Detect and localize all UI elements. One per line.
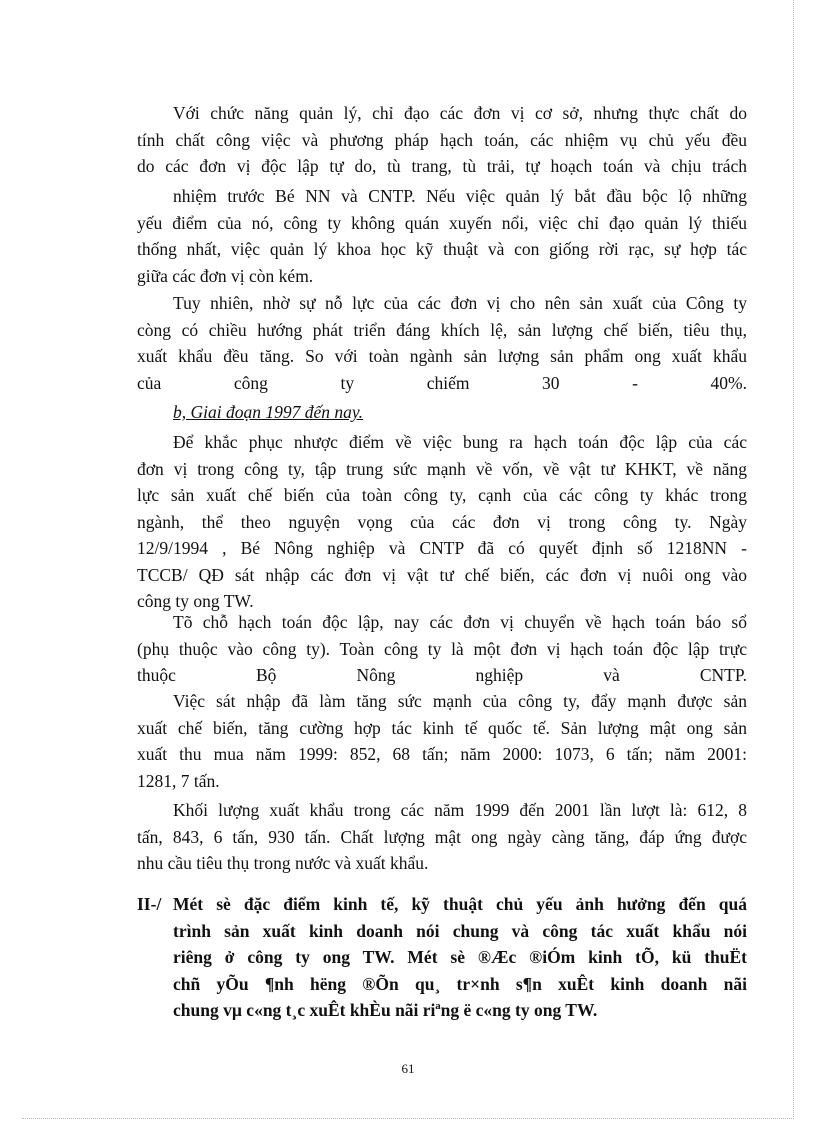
text-line: xuất chế biến, tăng cường hợp tác kinh tế quốc tế. Sản lượng mật ong sản — [137, 717, 747, 738]
paragraph-2 — [137, 183, 747, 289]
text-line: xuất thu mua năm 1999: 852, 68 tấn; năm 2000: 1073, 6 tấn; năm 2001: — [137, 744, 747, 764]
text-line: lực sản xuất chế biến của toàn công ty, cạnh của các công ty khác trong — [137, 485, 747, 505]
text-line: công ty ong TW. — [137, 591, 254, 611]
text-line: giữa các đơn vị còn kém. — [137, 265, 314, 286]
text-line: 1281, 7 tấn. — [137, 770, 220, 791]
text-line: Tuy nhiên, nhờ sự nỗ lực của các đơn vị cho nên sản xuất của Công ty — [173, 293, 747, 313]
text-line: do các đơn vị độc lập tự do, tù trang, tù trải, tự hoạch toán và chịu trách — [137, 156, 747, 176]
subheading-period: b, Giai đoạn 1997 đến nay. — [173, 402, 364, 422]
heading-line: Mét sè đặc điểm kinh tế, kỹ thuật chủ yếu ảnh hưởng đến quá — [173, 894, 747, 914]
section-heading — [173, 891, 747, 1024]
text-line: Việc sát nhập đã làm tăng sức mạnh của công ty, đẩy mạnh được sản — [173, 691, 747, 711]
heading-line: trình sản xuất kinh doanh nói chung và công tác xuất khẩu nói — [173, 920, 747, 941]
text-line: Khối lượng xuất khẩu trong các năm 1999 đến 2001 lần lượt là: 612, 8 — [173, 800, 747, 820]
page-number: 61 — [401, 1061, 415, 1076]
paragraph-6 — [137, 688, 747, 794]
text-line: Để khắc phục nhược điểm về việc bung ra hạch toán độc lập của các — [173, 432, 747, 452]
section-number: II-/ — [137, 894, 162, 914]
text-line: tấn, 843, 6 tấn, 930 tấn. Chất lượng mật ong ngày càng tăng, đáp ứng được — [137, 826, 747, 847]
heading-line: riêng ở công ty ong TW. Mét sè ®Æc ®iÓm kinh tÕ, kü thuËt — [173, 947, 747, 967]
text-line: (phụ thuộc vào công ty). Toàn công ty là một đơn vị hạch toán độc lập trực — [137, 638, 747, 659]
text-line: tính chất công việc và phương pháp hạch toán, các nhiệm vụ chủ yếu đều — [137, 129, 747, 150]
text-line: TCCB/ QĐ sát nhập các đơn vị vật tư chế biến, các đơn vị nuôi ong vào — [137, 564, 747, 585]
paragraph-1 — [137, 100, 747, 180]
text-line: đơn vị trong công ty, tập trung sức mạnh về vốn, về vật tư KHKT, về năng — [137, 458, 747, 479]
paragraph-4 — [137, 429, 747, 615]
paragraph-7 — [137, 797, 747, 877]
text-line: thống nhất, việc quản lý khoa học kỹ thuật và con giống rời rạc, sự hợp tác — [137, 239, 747, 259]
text-line: 12/9/1994 , Bé Nông nghiệp và CNTP đã có quyết định số 1218NN - — [137, 538, 747, 558]
text-line: Với chức năng quản lý, chỉ đạo các đơn vị cơ sở, nhưng thực chất do — [173, 103, 747, 123]
heading-line: chñ yÕu ¶nh hëng ®Õn qu¸ tr×nh s¶n xuÊt kinh doanh nãi — [173, 973, 747, 994]
text-line: xuất khẩu đều tăng. So với toàn ngành sản lượng sản phẩm ong xuất khẩu — [137, 346, 747, 366]
heading-line: chung vµ c«ng t¸c xuÊt khÈu nãi riªng ë c«ng ty ong TW. — [173, 1000, 598, 1020]
text-line: ngành, thể theo nguyện vọng của các đơn vị trong công ty. Ngày — [137, 511, 747, 532]
text-line: nhiệm trước Bé NN và CNTP. Nếu việc quản lý bắt đầu bộc lộ những — [173, 186, 747, 206]
page-border-right — [793, 0, 794, 1117]
text-line: thuộc Bộ Nông nghiệp và CNTP. — [137, 665, 747, 685]
text-line: còng có chiều hướng phát triển đáng khích lệ, sản lượng chế biến, tiêu thụ, — [137, 319, 747, 340]
page-border-bottom — [22, 1118, 794, 1119]
paragraph-3 — [137, 290, 747, 396]
text-line: của công ty chiếm 30 - 40%. — [137, 372, 747, 393]
paragraph-5 — [137, 609, 747, 689]
text-line: nhu cầu tiêu thụ trong nước và xuất khẩu. — [137, 853, 429, 873]
text-line: yếu điểm của nó, công ty không quán xuyến nổi, việc chỉ đạo quản lý thiếu — [137, 212, 747, 233]
text-line: Tõ chỗ hạch toán độc lập, nay các đơn vị chuyển về hạch toán báo sổ — [173, 612, 747, 632]
